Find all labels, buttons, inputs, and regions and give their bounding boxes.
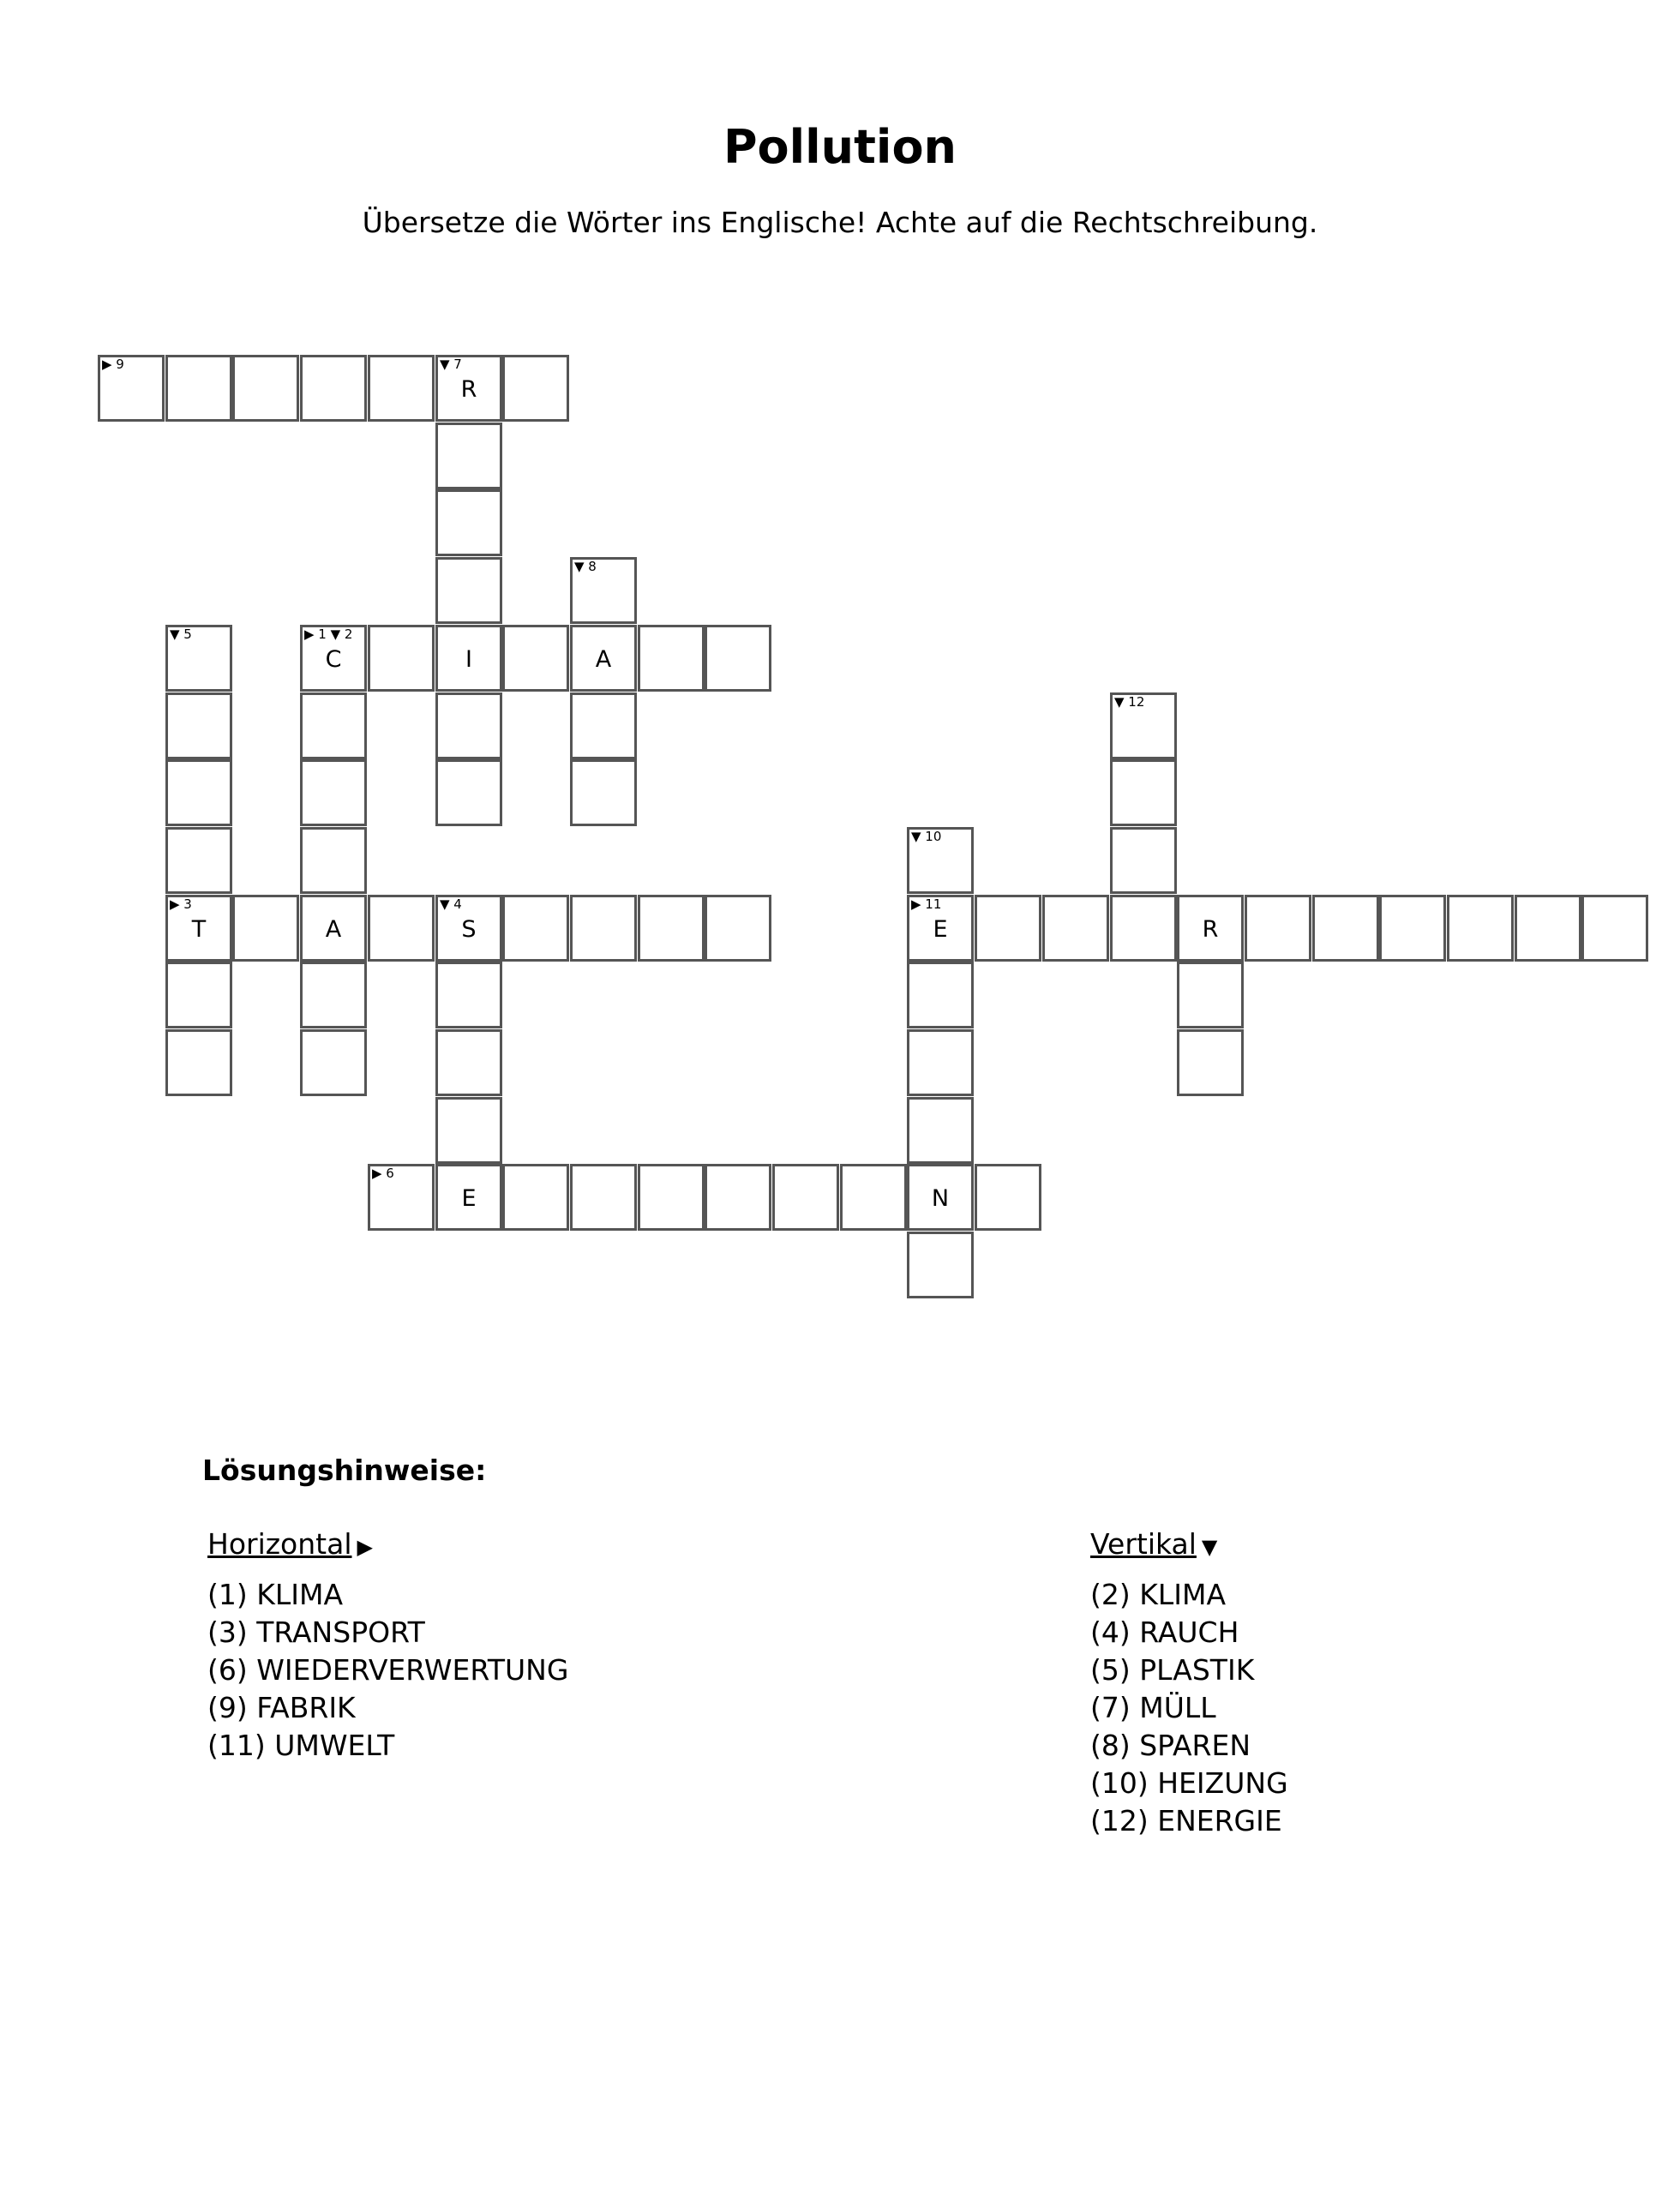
- crossword-cell[interactable]: [907, 1097, 974, 1164]
- crossword-cell[interactable]: [1581, 895, 1648, 962]
- crossword-cell[interactable]: [435, 692, 502, 759]
- clue-vertical: (7) MÜLL: [1090, 1691, 1216, 1724]
- crossword-cell[interactable]: [638, 895, 705, 962]
- clue-number: ▶ 6: [372, 1166, 394, 1181]
- crossword-cell[interactable]: [907, 827, 974, 894]
- given-letter: C: [325, 646, 342, 673]
- vertical-heading: [1090, 1524, 1288, 1568]
- crossword-cell[interactable]: [638, 625, 705, 692]
- clue-horizontal: (6) WIEDERVERWERTUNG: [207, 1653, 569, 1687]
- clue-vertical: (12) ENERGIE: [1090, 1804, 1282, 1837]
- page-title: Pollution: [723, 120, 957, 174]
- crossword-cell[interactable]: [232, 895, 299, 962]
- crossword-cell[interactable]: [1110, 827, 1177, 894]
- clue-number: ▼ 5: [170, 626, 192, 642]
- crossword-cell[interactable]: [435, 625, 502, 692]
- crossword-cell[interactable]: [840, 1164, 907, 1231]
- given-letter: T: [191, 916, 207, 943]
- vertical-clues: [1090, 1524, 1288, 1840]
- crossword-cell[interactable]: [368, 1164, 435, 1231]
- clue-number: ▼ 7: [440, 357, 462, 372]
- crossword-cell[interactable]: [907, 1232, 974, 1298]
- crossword-cell[interactable]: [165, 355, 232, 422]
- clue-horizontal: (11) UMWELT: [207, 1729, 395, 1762]
- crossword-cell[interactable]: [907, 1164, 974, 1231]
- crossword-cell[interactable]: [638, 1164, 705, 1231]
- given-letter: N: [931, 1185, 950, 1212]
- crossword-cell[interactable]: [1177, 962, 1244, 1028]
- crossword-cell[interactable]: [502, 355, 569, 422]
- clue-vertical: (8) SPAREN: [1090, 1729, 1251, 1762]
- crossword-cell[interactable]: [300, 625, 367, 692]
- given-letter: S: [461, 916, 477, 943]
- crossword-cell[interactable]: [165, 895, 232, 962]
- crossword-cell[interactable]: [435, 557, 502, 624]
- crossword-cell[interactable]: [300, 827, 367, 894]
- crossword-cell[interactable]: [570, 692, 637, 759]
- clue-horizontal: (9) FABRIK: [207, 1691, 356, 1724]
- crossword-cell[interactable]: [975, 895, 1041, 962]
- crossword-cell[interactable]: [975, 1164, 1041, 1231]
- crossword-cell[interactable]: [907, 895, 974, 962]
- crossword-cell[interactable]: [1447, 895, 1514, 962]
- crossword-cell[interactable]: [1110, 759, 1177, 826]
- hints-title: Lösungshinweise:: [202, 1454, 487, 1487]
- clue-number: ▶ 11: [911, 896, 942, 912]
- horizontal-clues: [207, 1524, 568, 1765]
- horizontal-heading: [207, 1524, 568, 1568]
- crossword-cell[interactable]: [435, 423, 502, 489]
- clue-number: ▼ 12: [1114, 694, 1145, 710]
- crossword-cell[interactable]: [368, 895, 435, 962]
- crossword-cell[interactable]: [705, 895, 771, 962]
- crossword-cell[interactable]: [435, 489, 502, 556]
- crossword-cell[interactable]: [502, 625, 569, 692]
- clue-vertical: (10) HEIZUNG: [1090, 1766, 1288, 1800]
- crossword-cell[interactable]: [435, 1164, 502, 1231]
- given-letter: R: [460, 376, 477, 403]
- crossword-cell[interactable]: [907, 962, 974, 1028]
- crossword-cell[interactable]: [300, 1029, 367, 1096]
- clue-vertical: (2) KLIMA: [1090, 1578, 1227, 1611]
- crossword-cell[interactable]: [165, 827, 232, 894]
- crossword-cell[interactable]: [435, 1097, 502, 1164]
- crossword-cell[interactable]: [300, 692, 367, 759]
- crossword-cell[interactable]: [165, 962, 232, 1028]
- crossword-cell[interactable]: [165, 625, 232, 692]
- crossword-cell[interactable]: [435, 895, 502, 962]
- crossword-cell[interactable]: [570, 557, 637, 624]
- crossword-cell[interactable]: [570, 1164, 637, 1231]
- given-letter: E: [461, 1185, 477, 1212]
- crossword-cell[interactable]: [165, 692, 232, 759]
- crossword-cell[interactable]: [98, 355, 165, 422]
- crossword-cell[interactable]: [1042, 895, 1109, 962]
- crossword-cell[interactable]: [570, 895, 637, 962]
- crossword-cell[interactable]: [165, 759, 232, 826]
- crossword-cell[interactable]: [1177, 895, 1244, 962]
- crossword-cell[interactable]: [1245, 895, 1311, 962]
- given-letter: A: [325, 916, 342, 943]
- horizontal-heading-label: Horizontal: [207, 1527, 352, 1561]
- given-letter: I: [465, 646, 472, 673]
- crossword-cell[interactable]: [570, 625, 637, 692]
- crossword-cell[interactable]: [435, 355, 502, 422]
- crossword-cell[interactable]: [165, 1029, 232, 1096]
- crossword-cell[interactable]: [1312, 895, 1379, 962]
- crossword-cell[interactable]: [705, 625, 771, 692]
- crossword-cell[interactable]: [435, 1029, 502, 1096]
- given-letter: A: [595, 646, 612, 673]
- crossword-cell[interactable]: [435, 962, 502, 1028]
- clue-number: ▼ 10: [911, 829, 942, 844]
- crossword-cell[interactable]: [232, 355, 299, 422]
- crossword-cell[interactable]: [300, 962, 367, 1028]
- instructions: Übersetze die Wörter ins Englische! Achte auf die Rechtschreibung.: [362, 206, 1318, 239]
- clue-vertical: (5) PLASTIK: [1090, 1653, 1255, 1687]
- right-arrow-icon: ▶: [357, 1535, 373, 1559]
- crossword-cell[interactable]: [435, 759, 502, 826]
- crossword-cell[interactable]: [1177, 1029, 1244, 1096]
- clue-vertical: (4) RAUCH: [1090, 1616, 1239, 1649]
- clue-number: ▶ 9: [102, 357, 124, 372]
- clue-number: ▼ 4: [440, 896, 462, 912]
- crossword-cell[interactable]: [300, 895, 367, 962]
- crossword-cell[interactable]: [570, 759, 637, 826]
- clue-horizontal: (3) TRANSPORT: [207, 1616, 425, 1649]
- given-letter: R: [1202, 916, 1219, 943]
- crossword-cell[interactable]: [772, 1164, 839, 1231]
- given-letter: E: [933, 916, 948, 943]
- crossword-cell[interactable]: [1110, 895, 1177, 962]
- crossword-cell[interactable]: [1379, 895, 1446, 962]
- crossword-cell[interactable]: [300, 759, 367, 826]
- clue-horizontal: (1) KLIMA: [207, 1578, 344, 1611]
- crossword-cell[interactable]: [502, 895, 569, 962]
- crossword-cell[interactable]: [502, 1164, 569, 1231]
- crossword-cell[interactable]: [907, 1029, 974, 1096]
- vertical-heading-label: Vertikal: [1090, 1527, 1197, 1561]
- crossword-cell[interactable]: [368, 355, 435, 422]
- crossword-cell[interactable]: [1515, 895, 1581, 962]
- clue-number: ▶ 1 ▼ 2: [304, 626, 353, 642]
- clue-number: ▼ 8: [574, 559, 597, 574]
- crossword-cell[interactable]: [300, 355, 367, 422]
- crossword-cell[interactable]: [1110, 692, 1177, 759]
- down-arrow-icon: ▼: [1201, 1535, 1218, 1559]
- crossword-cell[interactable]: [705, 1164, 771, 1231]
- clue-number: ▶ 3: [170, 896, 192, 912]
- crossword-cell[interactable]: [368, 625, 435, 692]
